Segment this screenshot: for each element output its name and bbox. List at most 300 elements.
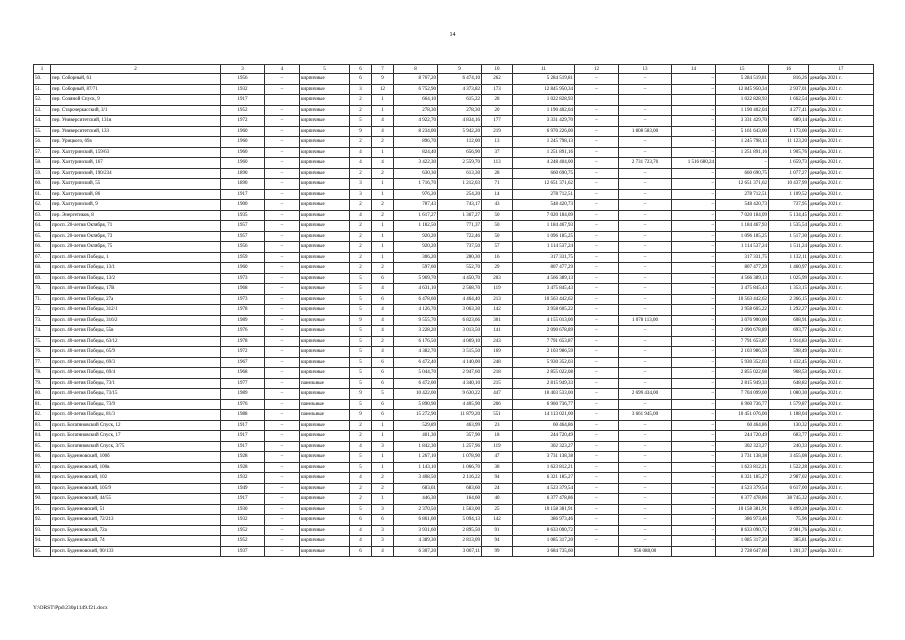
table-cell: – <box>619 368 672 379</box>
table-cell: – <box>265 410 300 421</box>
table-cell: 5 <box>350 357 372 368</box>
table-cell: – <box>265 431 300 442</box>
table-cell: – <box>265 441 300 452</box>
table-cell: – <box>575 168 619 179</box>
table-cell: 1 188,04 <box>769 410 809 421</box>
table-cell: 2 370,50 <box>394 504 438 515</box>
table-cell: 84. <box>34 431 51 442</box>
table-cell: 78. <box>34 368 51 379</box>
table-cell: – <box>575 179 619 190</box>
table-cell: 51. <box>34 84 51 95</box>
table-cell: 1976 <box>221 326 265 337</box>
table-cell: 60 464,86 <box>513 420 575 431</box>
table-cell: 12 845 950,34 <box>513 84 575 95</box>
table-cell: кирпичные <box>300 483 350 494</box>
table-cell: 2 568,70 <box>438 284 482 295</box>
table-cell: 956 088,00 <box>619 546 672 557</box>
header-cell: 5 <box>300 65 350 74</box>
table-cell: 10 403 533,00 <box>513 389 575 400</box>
table-cell: декабрь 2021 г. <box>809 504 874 515</box>
table-row <box>34 494 874 505</box>
table-cell: 4 <box>350 147 372 158</box>
table-cell: 5 284 519,81 <box>513 74 575 85</box>
table-cell: 9 630,22 <box>438 389 482 400</box>
table-cell: – <box>672 210 716 221</box>
table-cell: просп. Буденновский, 100б <box>51 452 221 463</box>
table-cell: 598,49 <box>769 347 809 358</box>
table-cell: просп. 20-летия Октября, 75 <box>51 242 221 253</box>
table-cell: – <box>265 378 300 389</box>
header-cell: 7 <box>372 65 394 74</box>
table-row <box>34 473 874 484</box>
table-cell: 76. <box>34 347 51 358</box>
table-cell: 86. <box>34 452 51 463</box>
table-cell: 24 <box>482 483 513 494</box>
table-cell: 306,20 <box>394 252 438 263</box>
table-cell: пер. Халтуринский, 86 <box>51 189 221 200</box>
table-cell: кирпичные <box>300 189 350 200</box>
table-cell: 73. <box>34 315 51 326</box>
table-cell: 1 517,30 <box>769 231 809 242</box>
table-row <box>34 95 874 106</box>
table-cell: кирпичные <box>300 179 350 190</box>
header-cell: 15 <box>716 65 769 74</box>
table-cell: 1 245 798,13 <box>716 137 769 148</box>
table-row <box>34 336 874 347</box>
table-cell: 737,95 <box>769 200 809 211</box>
table-cell: – <box>619 326 672 337</box>
table-cell: 3 684 735,60 <box>513 546 575 557</box>
table-cell: 75. <box>34 336 51 347</box>
table-cell: кирпичные <box>300 420 350 431</box>
table-cell: 2 699 434,00 <box>619 389 672 400</box>
table-cell: 2 366,15 <box>769 294 809 305</box>
table-cell: 6 377 478,86 <box>716 494 769 505</box>
table-cell: 25 <box>482 504 513 515</box>
table-cell: 896,70 <box>394 137 438 148</box>
table-cell: 5 942,20 <box>438 126 482 137</box>
table-cell: 2 090 678,89 <box>716 326 769 337</box>
table-cell <box>619 95 672 106</box>
table-cell: 4 <box>350 158 372 169</box>
table-cell: 5 <box>350 284 372 295</box>
table-cell: 10 422,00 <box>394 389 438 400</box>
table-cell: 4 <box>372 116 394 127</box>
table-cell: 3 <box>372 504 394 515</box>
table-cell: 302 323,27 <box>716 441 769 452</box>
table-cell: кирпичные <box>300 357 350 368</box>
table-cell: 4 464,40 <box>438 294 482 305</box>
table-cell: 1960 <box>221 158 265 169</box>
table-cell: 317 331,75 <box>716 252 769 263</box>
table-cell: 6 472,40 <box>394 357 438 368</box>
table-cell: 683,77 <box>769 431 809 442</box>
table-cell: 6 321 185,27 <box>513 473 575 484</box>
table-cell: 218 <box>482 368 513 379</box>
table-cell: 262 <box>482 74 513 85</box>
table-cell: 3 475 845,43 <box>716 284 769 295</box>
table-cell: декабрь 2021 г. <box>809 210 874 221</box>
table-cell: – <box>672 368 716 379</box>
table-cell: 2 <box>350 494 372 505</box>
table-row <box>34 168 874 179</box>
table-cell: 1937 <box>221 546 265 557</box>
table-cell: – <box>672 315 716 326</box>
table-cell: 656,90 <box>438 147 482 158</box>
table-cell: 1932 <box>221 84 265 95</box>
table-cell: просп. Богатяновский Спуск, 12 <box>51 420 221 431</box>
table-cell: 66. <box>34 242 51 253</box>
table-cell: 4 450,70 <box>438 273 482 284</box>
table-cell: 56. <box>34 137 51 148</box>
table-cell: – <box>619 147 672 158</box>
table-cell: 1 516 680,24 <box>672 158 716 169</box>
table-cell: 206 <box>482 399 513 410</box>
table-cell: кирпичные <box>300 326 350 337</box>
table-cell: 548 420,73 <box>513 200 575 211</box>
table-cell: 3 731 138,38 <box>513 452 575 463</box>
table-cell: – <box>575 105 619 116</box>
table-cell: 976,20 <box>394 189 438 200</box>
table-cell: 1 842,30 <box>394 441 438 452</box>
table-cell: 2 815 949,33 <box>716 378 769 389</box>
table-cell: кирпичные <box>300 231 350 242</box>
table-cell: 29 <box>482 263 513 274</box>
table-cell: просп. 40-летия Победы, 65/9 <box>51 347 221 358</box>
table-cell: декабрь 2021 г. <box>809 431 874 442</box>
table-cell: – <box>575 399 619 410</box>
table-cell: просп. 40-летия Победы, 63/12 <box>51 336 221 347</box>
table-cell: пер. Старочеркасский, 3/1 <box>51 105 221 116</box>
table-cell: 1957 <box>221 221 265 232</box>
table-cell: кирпичные <box>300 336 350 347</box>
table-cell: 4 922,70 <box>394 116 438 127</box>
table-cell: 1 212,03 <box>438 179 482 190</box>
table-row <box>34 210 874 221</box>
table-cell: 3 408,50 <box>394 473 438 484</box>
table-row <box>34 357 874 368</box>
table-cell: 1 <box>372 179 394 190</box>
table-cell: пер. Соборный, 61 <box>51 74 221 85</box>
table-cell: 1 245 798,13 <box>513 137 575 148</box>
table-row <box>34 410 874 421</box>
table-cell: 28 <box>482 168 513 179</box>
table-cell: 1959 <box>221 252 265 263</box>
table-cell: – <box>672 126 716 137</box>
table-row <box>34 126 874 137</box>
table-cell: просп. Буденновский, 105/9 <box>51 483 221 494</box>
table-cell: декабрь 2021 г. <box>809 347 874 358</box>
table-cell: 1 114 537,24 <box>716 242 769 253</box>
table-cell: кирпичные <box>300 158 350 169</box>
table-row <box>34 462 874 473</box>
table-cell: просп. 40-летия Победы, 73/1 <box>51 378 221 389</box>
table-cell: – <box>619 441 672 452</box>
table-cell: 91 <box>482 525 513 536</box>
table-cell: – <box>575 231 619 242</box>
table-cell: 10 563 442,62 <box>513 294 575 305</box>
table-cell: декабрь 2021 г. <box>809 105 874 116</box>
header-cell: 14 <box>672 65 716 74</box>
table-cell: 1 <box>372 462 394 473</box>
table-cell: 6 <box>350 546 372 557</box>
table-cell: 63. <box>34 210 51 221</box>
table-cell: 119 <box>482 284 513 295</box>
table-cell: 40 <box>482 494 513 505</box>
table-cell: декабрь 2021 г. <box>809 95 874 106</box>
table-row <box>34 147 874 158</box>
header-cell: 8 <box>394 65 438 74</box>
file-path-footer: Y:\ORST\Ppd\230p1149.f21.docx <box>33 605 108 611</box>
table-cell: 92. <box>34 515 51 526</box>
table-cell: 3 067,11 <box>438 546 482 557</box>
table-cell: 6 <box>372 515 394 526</box>
table-cell: декабрь 2021 г. <box>809 284 874 295</box>
table-row <box>34 441 874 452</box>
table-cell: просп. Буденновский, 90/133 <box>51 546 221 557</box>
table-row <box>34 231 874 242</box>
table-cell: декабрь 2021 г. <box>809 231 874 242</box>
table-cell: 6 <box>372 399 394 410</box>
table-cell: 8 633 090,72 <box>716 525 769 536</box>
table-cell: – <box>265 305 300 316</box>
table-cell: 1989 <box>221 315 265 326</box>
table-cell: 4 <box>350 536 372 547</box>
table-cell: декабрь 2021 г. <box>809 357 874 368</box>
table-cell: – <box>575 347 619 358</box>
table-cell: кирпичные <box>300 515 350 526</box>
table-cell: 3 <box>372 525 394 536</box>
table-cell: – <box>672 441 716 452</box>
table-row <box>34 399 874 410</box>
table-cell: 1952 <box>221 536 265 547</box>
table-cell: 3 228,20 <box>394 326 438 337</box>
table-cell: декабрь 2021 г. <box>809 546 874 557</box>
table-cell: – <box>265 399 300 410</box>
table-cell: просп. 20-летия Октября, 73 <box>51 231 221 242</box>
table-cell: – <box>265 105 300 116</box>
table-row <box>34 525 874 536</box>
table-cell: 2 855 022,08 <box>513 368 575 379</box>
table-cell: 278 712,51 <box>513 189 575 200</box>
table-cell: – <box>672 179 716 190</box>
table-cell: 5 284 519,81 <box>716 74 769 85</box>
table-cell: просп. 40-летия Победы, 73/9 <box>51 399 221 410</box>
header-cell: 4 <box>265 65 300 74</box>
table-cell: – <box>672 336 716 347</box>
table-cell: – <box>265 483 300 494</box>
table-cell: – <box>672 525 716 536</box>
table-cell: панельные <box>300 410 350 421</box>
table-cell: – <box>265 462 300 473</box>
table-cell: 3 331 429,70 <box>716 116 769 127</box>
table-cell: 7 020 184,09 <box>513 210 575 221</box>
table-cell: пер. Энергетиков, 8 <box>51 210 221 221</box>
table-cell: – <box>265 294 300 305</box>
table-row <box>34 263 874 274</box>
table-cell: 1952 <box>221 525 265 536</box>
table-cell: – <box>265 273 300 284</box>
table-cell: – <box>619 305 672 316</box>
table-cell: 4 <box>372 315 394 326</box>
table-cell: 5 930 352,03 <box>716 357 769 368</box>
table-cell: 1 716,70 <box>394 179 438 190</box>
table-cell: 6 <box>350 515 372 526</box>
table-cell: кирпичные <box>300 221 350 232</box>
table-cell: декабрь 2021 г. <box>809 399 874 410</box>
header-cell: 13 <box>619 65 672 74</box>
table-cell: просп. 40-летия Победы, 69/3 <box>51 357 221 368</box>
table-cell: 6 <box>372 273 394 284</box>
table-cell: декабрь 2021 г. <box>809 515 874 526</box>
table-cell: 5 <box>372 389 394 400</box>
table-cell: 1 109,52 <box>769 189 809 200</box>
table-cell: 1917 <box>221 494 265 505</box>
table-row <box>34 515 874 526</box>
table-cell: 1 <box>372 242 394 253</box>
table-cell: – <box>619 494 672 505</box>
table-cell: 9 <box>350 126 372 137</box>
table-cell: 2 <box>350 168 372 179</box>
table-row <box>34 389 874 400</box>
table-cell: декабрь 2021 г. <box>809 326 874 337</box>
table-cell: декабрь 2021 г. <box>809 494 874 505</box>
table-cell <box>575 546 619 557</box>
table-cell: кирпичные <box>300 74 350 85</box>
table-cell: 552,70 <box>438 263 482 274</box>
table-cell: 385,81 <box>769 536 809 547</box>
table-cell: 4 126,70 <box>394 305 438 316</box>
header-cell: 6 <box>350 65 372 74</box>
table-cell: кирпичные <box>300 210 350 221</box>
table-cell: кирпичные <box>300 84 350 95</box>
table-cell: 1 <box>372 95 394 106</box>
table-cell: 1949 <box>221 483 265 494</box>
table-cell: – <box>575 431 619 442</box>
table-cell: 1 432,45 <box>769 357 809 368</box>
table-cell: – <box>619 336 672 347</box>
table-cell: 1956 <box>221 242 265 253</box>
table-cell: пер. Халтуринский, 9 <box>51 200 221 211</box>
table-cell: 94. <box>34 536 51 547</box>
table-cell: – <box>575 294 619 305</box>
table-cell: – <box>672 252 716 263</box>
table-cell: 1 173,00 <box>769 126 809 137</box>
table-cell: 59. <box>34 168 51 179</box>
table-cell: 2 <box>372 200 394 211</box>
table-cell: 37 <box>482 147 513 158</box>
table-cell: декабрь 2021 г. <box>809 315 874 326</box>
table-cell: 630,30 <box>394 168 438 179</box>
table-cell: 597,60 <box>394 263 438 274</box>
table-cell: 1 201,37 <box>769 546 809 557</box>
table-cell: 1 460,97 <box>769 263 809 274</box>
table-cell: – <box>265 326 300 337</box>
table-cell: – <box>619 179 672 190</box>
table-cell: просп. Буденновский, 72а <box>51 525 221 536</box>
table-cell: 5 <box>350 347 372 358</box>
table-cell: 82. <box>34 410 51 421</box>
table-cell: 14 113 021,00 <box>513 410 575 421</box>
table-cell: 2 987,02 <box>769 473 809 484</box>
header-cell: 11 <box>513 65 575 74</box>
header-cell: 1 <box>34 65 51 74</box>
table-cell: 89. <box>34 483 51 494</box>
table-cell: просп. 40-летия Победы, 81/3 <box>51 410 221 421</box>
table-cell: кирпичные <box>300 252 350 263</box>
table-row <box>34 105 874 116</box>
table-cell: 47 <box>482 452 513 463</box>
table-cell: 9 <box>350 315 372 326</box>
table-cell: – <box>265 494 300 505</box>
table-cell: 9 <box>350 389 372 400</box>
table-cell: 60. <box>34 179 51 190</box>
table-cell: 4 523 379,54 <box>716 483 769 494</box>
table-cell: 1 085 317,20 <box>513 536 575 547</box>
table-cell: 1 292,27 <box>769 305 809 316</box>
table-cell: 1 078,90 <box>438 452 482 463</box>
table-cell: 807 477,29 <box>716 263 769 274</box>
table-cell: – <box>672 326 716 337</box>
table-cell: – <box>265 504 300 515</box>
table-cell: 2 <box>350 105 372 116</box>
table-cell: 53. <box>34 105 51 116</box>
table-cell: 1 367,27 <box>438 210 482 221</box>
table-cell: 3 <box>372 536 394 547</box>
table-cell: 5 094,13 <box>438 515 482 526</box>
table-cell: 4 <box>350 525 372 536</box>
table-cell: – <box>672 420 716 431</box>
table-cell: – <box>265 536 300 547</box>
table-cell: – <box>575 420 619 431</box>
table-cell: 213 <box>482 294 513 305</box>
table-cell: пер. Университетский, 133 <box>51 126 221 137</box>
table-cell: 1968 <box>221 368 265 379</box>
table-cell: 737,50 <box>438 242 482 253</box>
table-cell: – <box>672 389 716 400</box>
table-cell: панельные <box>300 399 350 410</box>
table-cell: – <box>672 168 716 179</box>
table-cell: 1 085 317,20 <box>716 536 769 547</box>
table-cell: – <box>619 263 672 274</box>
table-cell: 2 <box>350 252 372 263</box>
table-cell: 28 <box>482 95 513 106</box>
table-cell: просп. 40-летия Победы, 1 <box>51 252 221 263</box>
table-cell: – <box>265 179 300 190</box>
table-cell: 615,22 <box>438 95 482 106</box>
table-cell: 2 103 986,59 <box>513 347 575 358</box>
table-cell: декабрь 2021 г. <box>809 368 874 379</box>
table-cell: 4 566 389,13 <box>716 273 769 284</box>
table-cell: 4 <box>350 441 372 452</box>
table-cell: 1928 <box>221 452 265 463</box>
table-row <box>34 179 874 190</box>
table-cell: 1900 <box>221 200 265 211</box>
table-cell: 278,30 <box>394 105 438 116</box>
table-cell: 807 477,29 <box>513 263 575 274</box>
table-cell: – <box>265 420 300 431</box>
table-cell: 1890 <box>221 179 265 190</box>
table-cell: 6 960 736,77 <box>716 399 769 410</box>
table-cell: 3 <box>350 179 372 190</box>
table-cell: 50 <box>482 221 513 232</box>
table-row <box>34 546 874 557</box>
table-cell: 5 <box>350 462 372 473</box>
table-cell: 2 <box>350 242 372 253</box>
table-cell: 1960 <box>221 137 265 148</box>
table-cell: 12 651 371,62 <box>513 179 575 190</box>
table-cell: – <box>575 242 619 253</box>
